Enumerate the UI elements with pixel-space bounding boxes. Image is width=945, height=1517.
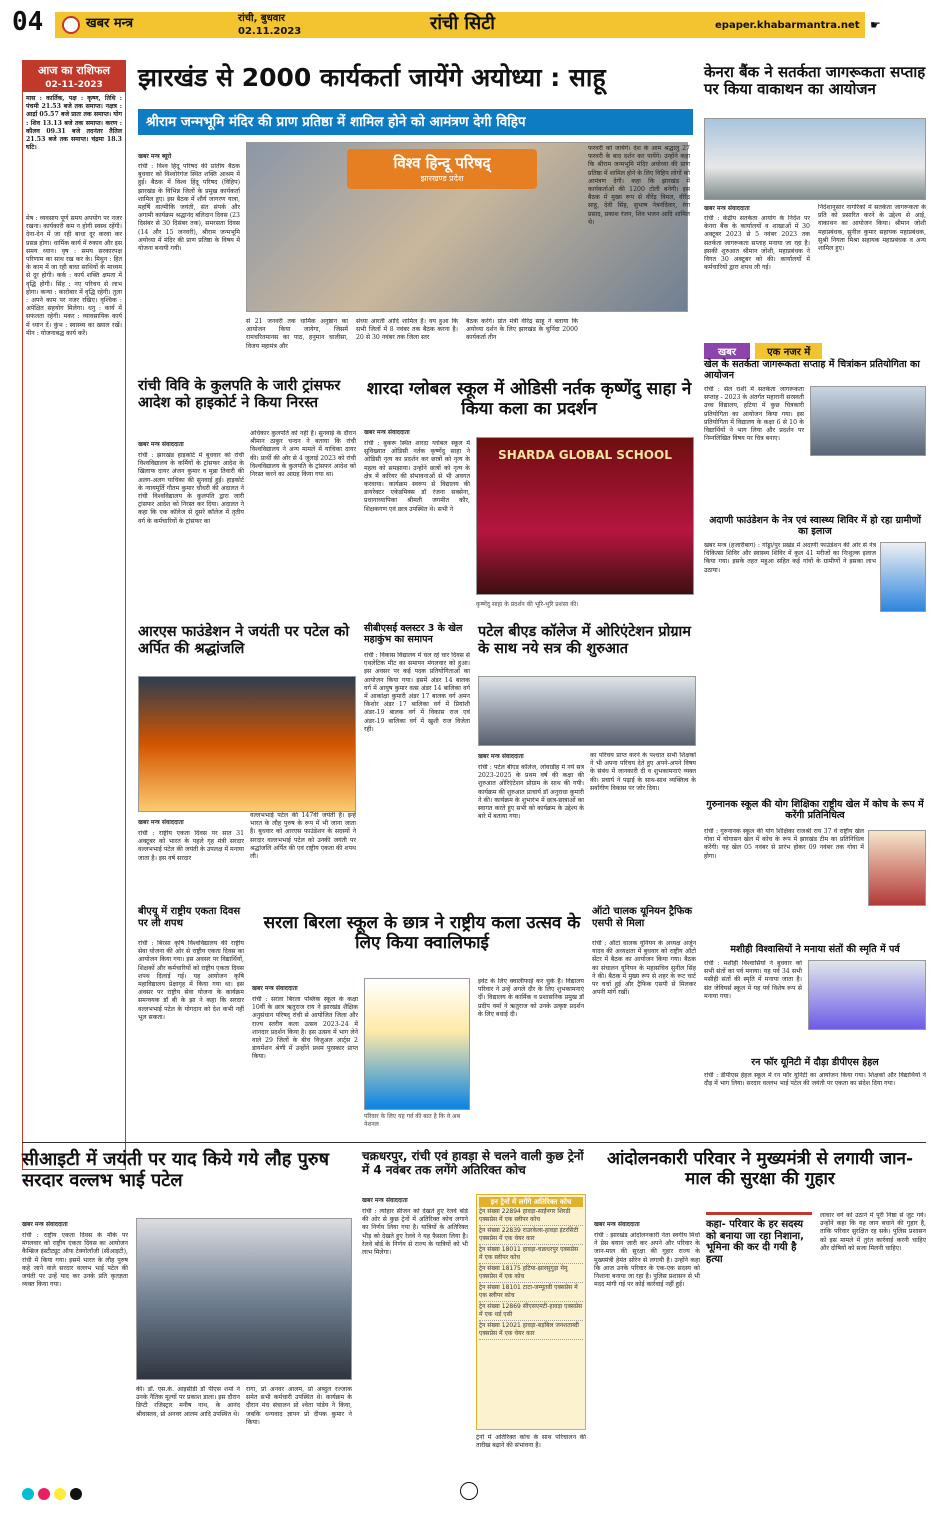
- vhp-banner: [347, 149, 537, 189]
- patel-bed-byline: खबर मन्त्र संवाददाता: [478, 753, 524, 760]
- rail-col1: रांची : त्योहार सीजन को देखते हुए रेलवे बोर्ड की ओर से कुछ ट्रेनों में अतिरिक्त कोच लगाने का निर्णय लिया गया है। यात्रियों के अतिरिक्त भीड़ को देखते हुए रेलवे ने यह फैसला लिया है। रेलवे बोर्ड के निर्णय से राज्य के यात्रियों को भी लाभ मिलेगा।: [362, 1208, 468, 1257]
- vc-col2: अधिकार कुलपति को नहीं है। सुनवाई के दौरान श्रीमान ठाकुर चन्दन ने बताया कि रांची विश्वविद्यालय ने अन्य मामले में याचिका दायर की। प्रार्थी की ओर से 4 जुलाई 2023 को रांची विश्वविद्यालय के कुलपति के ट्रांसफर आदेश को निरस्त करने का आग्रह किया गया था।: [250, 430, 356, 479]
- sharda-col1: रांची : बुकरू स्थित शारदा ग्लोबल स्कूल में सुविख्यात ओडिसी नर्तक कृष्णेंदु साहा ने ओडिसी नृत्य का प्रदर्शन कर छात्रों को नृत्य के महत्व को समझाया। उन्होंने छात्रों को नृत्य के क्षेत्र में करियर की संभावनाओं से भी अवगत करवाया। कार्यक्रम स्वरूप से विद्यालय की डायरेक्टर एकेडमिक्स डॉ रंजना सक्सेना, प्रधानाध्यापिका श्रीमती जगमीत कौर, शिक्षकगण एवं छात्र उपस्थित थे। सभी ने: [364, 440, 470, 513]
- lead-subhead: श्रीराम जन्मभूमि मंदिर की प्राण प्रतिष्ठा में शामिल होने को आमंत्रण देगी विहिप: [138, 109, 693, 135]
- lead-col3: संध्या आरती आदि शामिल हैं। वय हुआ कि सभी जिलों में 8 नवंबर तक बैठक करना है। 20 से 30 नवंबर तक जिला स्तर: [356, 318, 458, 342]
- sarla-photo: [364, 978, 470, 1110]
- nazar-label2: एक नजर में: [755, 343, 822, 359]
- nazar-label: खबर: [704, 343, 750, 359]
- cit-photo: [136, 1218, 352, 1380]
- vc-col1: रांची : झारखंड हाइकोर्ट में बुधवार को रांची विश्वविद्यालय के कर्मियों के ट्रांसफर आदेश के खिलाफ दायर अंजन कुमार व मुन्ना तिवारी की अलग-अलग याचिका की सुनवाई हुई। हाइकोर्ट के न्यायमूर्ति गौतम कुमार चौधरी की अदालत ने रांची विश्वविद्यालय के कुलपति द्वारा जारी ट्रांसफर आदेश को निरस्त कर दिया। अदालत ने कहा कि एक कॉलेज से दूसरे कॉलेज में तृतीय वर्ग के कर्मचारियों के ट्रांसफर का: [138, 452, 244, 525]
- vc-byline: खबर मन्त्र संवाददाता: [138, 441, 184, 448]
- train-list-item: ट्रेन संख्या 22894 हावड़ा-साईंनगर शिरडी एक्सप्रेस में एक स्लीपर कोच: [479, 1207, 583, 1226]
- section-title: रांची सिटी: [430, 13, 495, 34]
- lead-headline: झारखंड से 2000 कार्यकर्ता जायेंगे अयोध्या : साहू: [138, 63, 606, 92]
- brand-logo-icon: [62, 16, 80, 34]
- section-divider: [22, 1142, 926, 1143]
- nazar-item4-photo: [808, 960, 926, 1030]
- sharda-headline: शारदा ग्लोबल स्कूल में ओडिसी नर्तक कृष्णेंदु साहा ने किया कला का प्रदर्शन: [366, 379, 692, 419]
- cbse-col1: रांची : विकास विद्यालय में चल रहे चार दिवस से एथलेटिक मीट का समापन मंगलवार को हुआ। इस अवसर पर कई पदक प्रतियोगिताओं का आयोजन किया गया। इसमें अंडर 14 बालक वर्ग में आयुष कुमार वत्स अंडर 14 बालिका वर्ग में आकांक्षा कुमारी अंडर 17 बालक वर्ग अमन किशोर अंडर 17 बालिका वर्ग में प्रियांशी अंडर-19 बालक वर्ग में विकास राज एवं अंडर-19 बालिका वर्ग में खुशी राज विजेता रही।: [364, 652, 470, 733]
- header-city: रांची, बुधवार: [238, 13, 286, 24]
- nazar-item3-photo: [868, 830, 926, 906]
- vc-headline: रांची विवि के कुलपति के जारी ट्रांसफर आदेश को हाइकोर्ट ने किया निरस्त: [138, 378, 341, 411]
- sarla-byline: खबर मन्त्र संवाददाता: [252, 985, 298, 992]
- andolan-headline: आंदोलनकारी परिवार ने मुख्यमंत्री से लगायी जान-माल की सुरक्षा की गुहार: [606, 1149, 914, 1189]
- lead-col4: बैठक करेंगे। प्रांत मंत्री वीरेंद्र साहू ने बताया कि अयोध्या दर्शन के लिए झारखंड के चुनिंदा 2000 कार्यकर्ता तीन: [466, 318, 578, 342]
- cbse-headline: सीबीएसई क्लस्टर 3 के खेल महाकुंभ का समापन: [364, 623, 463, 645]
- horoscope-title: आज का राशिफल: [23, 61, 125, 80]
- patel-bed-col1: रांची : पटेल बीएड कॉलेज, लोवाडीह में नये सत्र 2023-2025 के प्रथम वर्ष की कक्षा की शुरुआत ओरिएंटेशन प्रोग्राम के साथ की गयी। कार्यक्रम की शुरुआत प्राचार्य डॉ अनुराधा कुमारी ने की। कार्यक्रम के शुभारंभ में छात्र-छात्राओं का स्वागत करते हुए सभी को कार्यक्रम के उद्देश्य के बारे में बताया गया।: [478, 764, 584, 821]
- epaper-url[interactable]: epaper.khabarmantra.net: [715, 20, 860, 31]
- bau-col1: रांची : बिरसा कृषि विश्वविद्यालय की राष्ट्रीय सेवा योजना की ओर से राष्ट्रीय एकता दिवस का आयोजन किया गया। इस अवसर पर विद्यार्थियों, शिक्षकों और कर्मचारियों को राष्ट्रीय एकता दिवस शपथ दिलाई गई। यह आयोजन कृषि महाविद्यालय प्रेक्षागृह में किया गया था। इस अवसर पर राष्ट्रीय सेवा योजना के कार्यक्रम समन्वयक डॉ बी के झा ने कहा कि सरदार वल्लभभाई पटेल के योगदान को देश कभी नहीं भूल सकता।: [138, 940, 244, 1021]
- train-list-item: ट्रेन संख्या 18101 टाटा-जम्मूतवी एक्सप्रेस में एक स्लीपर कोच: [479, 1283, 583, 1302]
- sharda-caption: कृष्णेंदु साहा के प्रदर्शन की भूरि-भूरि प्रशंसा की।: [476, 601, 579, 608]
- nazar-item1-photo: [810, 386, 926, 456]
- rail-box-title: इन ट्रेनों में लगेंगे अतिरिक्त कोच: [479, 1197, 583, 1207]
- vhp-banner-sub: झारखण्ड प्रदेश: [420, 174, 464, 183]
- lead-col2: से 21 जनवरी तक धार्मिक अनुष्ठान का आयोजन किया जायेगा, जिसमें रामचरितमानस का पाठ, हनुमान चालीसा, विजय महामंत्र और: [246, 318, 348, 350]
- cit-col3: रागा, प्रो अनवर आलम, प्रो अब्दुल रज्जाक समेत सभी कर्मचारी उपस्थित थे। कार्यक्रम के दौरान मंच संचालन प्रो श्वेता पांडेय ने किया, जबकि धन्यवाद ज्ञापन प्रो दीपक कुमार ने किया।: [246, 1386, 352, 1426]
- pointer-icon: ☛: [870, 18, 881, 32]
- canara-headline: केनरा बैंक ने सतर्कता जागरूकता सप्ताह पर किया वाकाथन का आयोजन: [704, 63, 926, 99]
- canara-col2: निर्देशानुसार नागरिकों में सतर्कता जागरूकता के प्रति को प्रसारित करने के उद्देश्य से आई, वाकाथन का आयोजन किया। श्रीमान जोशी महाप्रबंधक, सुनील कुमार सहायक महाप्रबंधक, सुश्री नियता मिश्रा सहायक महाप्रबंधक व अन्य शामिल हुए।: [818, 204, 926, 253]
- horoscope-intro: मास : कार्तिक, पक्ष : कृष्ण, तिथि : पंचमी 21.53 बजे तक समाप्त। नक्षत्र : आर्द्रा 05.57 बजे प्रातः तक समाप्त। योग : शिव 13.13 बजे तक समाप्त। करण : कौलव 09.31 बजे तदनंतर तैतिल 21.53 बजे तक समाप्त। चंद्रमा 18.3 घटि।: [26, 95, 122, 152]
- nazar-item5: रांची : डीपीएस हेहल स्कूल में रन फॉर यूनिटी का आयोजन किया गया। शिक्षकों और विद्यार्थियों ने दौड़ में भाग लिया। सरदार वल्लभ भाई पटेल की जयंती पर एकता का संदेश दिया गया।: [704, 1072, 926, 1088]
- auto-headline: ऑटो चालक यूनियन ट्रैफिक एसपी से मिला: [592, 906, 693, 929]
- sarla-caption: परिवार के लिए यह गर्व की बात है कि वे अब नेशनल: [364, 1113, 461, 1128]
- cit-col2: की। डॉ. एस.के. आइसीडी डॉ पीएस शर्मा ने उनके नैतिक मूल्यों पर प्रकाश डाला। इस दौरान डिप्टी रजिस्ट्रार मनीष नाथ, के आनंद श्रीवास्तव, प्रो अनवर आलम आदि उपस्थित थे।: [136, 1386, 240, 1418]
- nazar-label-bar: [704, 340, 926, 356]
- horoscope-date: 02-11-2023: [23, 80, 125, 92]
- nazar-item2-head: अदाणी फाउंडेशन के नेत्र एवं स्वास्थ्य शिविर में हो रहा ग्रामीणों का इलाज: [709, 515, 921, 537]
- lead-col5: फरवरी को जायेंगे। देश के आम श्रद्धालु 27 फरवरी के बाद दर्शन कर पायेंगे। उन्होंने कहा कि श्रीराम जन्मभूमि मंदिर अयोध्या की प्राण प्रतिष्ठा में शामिल होने के लिए विहिप लोगों को आमंत्रण देगी। कहा कि झारखंड में कार्यकर्ताओं की 1200 टोली बनेगी। इस बैठक में मुख्य रूप से वीरेंद्र विमल, वीरेंद्र साहू, देवी सिंह, सुभाष नेत्रनंदिवार, रंगा प्रसाद, प्रकाश रंजन, शिव भजन आदि शामिल थे।: [588, 145, 690, 226]
- nazar-item1: रांची : सेल राशी में सतर्कता जागरूकता सप्ताह - 2023 के अंतर्गत महारानी सरस्वती उच्च विद्यालय, हटिया में कुछ चित्रकारी प्रतियोगिता का आयोजन किया गया। इस प्रतियोगिता में वि‍द्यालय के कक्षा 6 से 10 के विद्यार्थियों ने भाग लिया और प्रदर्शन पर निम्नलिखित विषय पर चित्र बनाए।: [704, 386, 804, 443]
- train-list-item: ट्रेन संख्या 18175 हटिया-झारसुगुड़ा मेमू एक्सप्रेस में एक कोच: [479, 1264, 583, 1283]
- andolan-quote-text: कहा- परिवार के हर सदस्य को बनाया जा रहा निशाना, भूमिना की कर दी गयी है हत्या: [706, 1219, 804, 1265]
- nazar-item4-head: मशीही विश्वासियों ने मनाया संतों की स्मृति में पर्व: [730, 944, 900, 955]
- nazar-item1-head: खेल के सतर्कता जागरूकता सप्ताह में चित्रांकन प्रतियोगिता का आयोजन: [704, 359, 920, 381]
- sarla-col2: इवेंट के लिए क्वालीफाई कर चुके हैं। विद्यालय परिवार ने उन्हें अगले दौर के लिए शुभकामनाएं दीं। विद्यालय के कार्मिक व प्रशासनिक प्रमुख डॉ प्रदीप वर्मा ने ऋतुराज को उनके उत्कृष्ट प्रदर्शन के लिए बधाई दी।: [478, 978, 584, 1018]
- lead-col1: रांची : विश्व हिंदू परिषद की प्रांतीय बैठक बुधवार को विश्वोरंगंज स्थित शक्ति आश्रम में हुई। बैठक में विश्व हिंदू परिषद (विहिप) झारखंड के विभिन्न जिलों के प्रमुख कार्यकर्ता शामिल हुए। इस बैठक में शौर्य जागरण यात्रा, महर्षि वाल्मीकि जयंती, संत संपर्क और अगामी कार्यक्रम श्रद्धानंद बलिदान दिवस (23 दिसंबर से 30 दिसंबर तक), समरसता दिवस (14 और 15 जनवरी), श्रीराम जन्मभूमि अयोध्या में मंदिर की प्राण प्रतिष्ठा के विषय में योजना बनायी गयी।: [138, 163, 240, 253]
- nazar-item4: रांची : मशीही विश्वासियों ने बुधवार को सभी संतों का पर्व मनाया। यह पर्व 34 सभी मसीही संतों की स्मृति में मनाया जाता है। संत जेवियर्स स्कूल में यह पर्व विशेष रूप से मनाया गया।: [704, 960, 802, 1000]
- rail-byline: खबर मन्त्र संवाददाता: [362, 1197, 408, 1204]
- page-header: [0, 0, 945, 46]
- auto-col1: रांची : ऑटो चालक यूनियन के अध्यक्ष अर्जुन यादव की अध्यक्षता में बुधवार को राष्ट्रीय ऑटो सेंटर में बैठक का आयोजन किया गया। बैठक का संचालन यूनियन के महासचिव सुनील सिंह ने की। बैठक में मुख्य रूप से शहर के रूट चार्ट पर चर्चा हुई और ट्रैफिक एसपी से मिलकर अपनी मांगें रखीं।: [592, 940, 696, 997]
- sarla-col1: रांची : सरला बिरला पब्लिक स्कूल के कक्षा 10वीं के छात्र ऋतुराज राय ने झारखंड शैक्षिक अनुसंधान परिषद् रांची से आयोजित जिला और राज्य स्तरीय कला उत्सव 2023-24 में शानदार प्रदर्शन किया है। इस उत्सव में भाग लेने वाले 29 जिलों के बीच विजुअल आर्ट्स 2 डायमेंशन श्रेणी में उन्होंने प्रथम पुरस्कार प्राप्त किया।: [252, 996, 358, 1061]
- patel-bed-col2: का परिचय प्राप्त करने के पश्चात सभी शिक्षकों ने भी अपना परिचय देते हुए अपने-अपने विषय के संबंध में जानकारी दी व शुभकामनाएं व्यक्त की। प्रचार्य ने पढ़ाई के साथ-साथ व्यक्तित्व के सर्वांगीण विकास पर जोर दिया।: [590, 752, 696, 792]
- andolan-col1: रांची : झारखंड आंदोलनकारी नेता स्वर्गीय मिर्धा ने प्रेस बयान जारी कर अपने और परिवार के जान-माल की सुरक्षा की गुहार राज्य के मुख्यमंत्री हेमंत सोरेन से लगायी है। उन्होंने कहा कि आज उनके परिवार के एक-एक सदस्य को निशाना बनाया जा रहा है। पुलिस प्रशासन से भी मदद मांगी गई पर कोई कार्रवाई नहीं हुई।: [594, 1232, 700, 1289]
- rss-headline: आरएस फाउंडेशन ने जयंती पर पटेल को अर्पित की श्रद्धांजलि: [138, 624, 350, 657]
- cit-byline: खबर मन्त्र संवाददाता: [22, 1221, 68, 1228]
- nazar-item2: खबर मन्त्र (हजारीबाग) : गोड्डा/पुर प्रखंड में अदाणी फाउंडेशन की ओर से नेत्र चिकित्सा शिविर और स्वास्थ्य शिविर में कुल 41 मरीजों का निःशुल्क इलाज किया गया। इसके तहत महुआ सहित कई गांवों के ग्रामीणों ने इसका लाभ उठाया।: [704, 542, 876, 574]
- train-list-item: ट्रेन संख्या 22839 राउरकेला-हावड़ा इंटरसिटी एक्सप्रेस में एक चेयर कार: [479, 1226, 583, 1245]
- canara-col1: रांची : केंद्रीय सतर्कता आयोग के निर्देश पर केनरा बैंक के कार्यालयों व शाखाओं में 30 अक्टूबर 2023 से 5 नवंबर 2023 तक सतर्कता जागरूकता सप्ताह मनाया जा रहा है। इसकी शुरुआत श्रीमान जोशी, महाप्रबंधक ने विगत 30 अक्टूबर को की। कार्यालयों में कर्मचारियों द्वारा शपथ ली गई।: [704, 215, 810, 272]
- rail-box: [476, 1194, 586, 1430]
- header-date: 02.11.2023: [238, 26, 302, 37]
- nazar-item3-head: गुरुनानक स्कूल की योग शिक्षिका राष्ट्रीय खेल में कोच के रूप में करेंगी प्रतिनिधित्व: [706, 799, 924, 821]
- sharda-photo: [476, 437, 694, 595]
- rss-col2: वल्लभभाई पटेल की 147वीं जयंती है। इन्हें भारत के लौह पुरुष के रूप में भी जाना जाता है। बुधवार को आरएस फाउंडेशन के सदस्यों ने सरदार वल्लभभाई पटेल को उनकी जयंती पर श्रद्धांजलि अर्पित की एवं राष्ट्रीय एकता की शपथ ली।: [250, 812, 356, 861]
- nazar-item3: रांची : गुरुनानक स्कूल की योग शिक्षिका राजश्री राय 37 वें राष्ट्रीय खेल गोवा में योगासन खेल में कोच के रूप में झारखंड टीम का प्रतिनिधित्व करेंगी। यह खेल 05 नवंबर से प्रारंभ होकर 09 नवंबर तक गोवा में होगा।: [704, 828, 864, 860]
- nazar-item2-photo: [880, 542, 926, 612]
- rail-headline: चक्रधरपुर, रांची एवं हावड़ा से चलने वाली कुछ ट्रेनों में 4 नवंबर तक लगेंगे अतिरिक्त कोच: [362, 1149, 584, 1177]
- rss-photo: [138, 676, 356, 812]
- canara-byline: खबर मन्त्र संवाददाता: [704, 205, 750, 212]
- vhp-banner-text: विश्व हिन्दू परिषद्: [393, 154, 491, 172]
- rss-col1: रांची : राष्ट्रीय एकता दिवस पर सात 31 अक्टूबर को भारत के पहले गृह मंत्री सरदार वल्लभभाई पटेल की जयंती के उपलक्ष में मनाया जाता है। इस वर्ष सरदार: [138, 830, 244, 862]
- canara-photo: [704, 118, 926, 200]
- brand-name: खबर मन्त्र: [86, 16, 134, 31]
- sharda-byline: खबर मन्त्र संवाददाता: [364, 429, 410, 436]
- sarla-headline: सरला बिरला स्कूल के छात्र ने राष्ट्रीय कला उत्सव के लिए किया क्वालिफाई: [263, 913, 581, 953]
- train-list-item: ट्रेन संख्या 18011 हावड़ा-चक्रधरपुर एक्सप्रेस में एक स्लीपर कोच: [479, 1245, 583, 1264]
- andolan-col2: लाचार वर्ग को उठाने में पूरी निष्ठा से जुट गये। उन्होंने कहा कि यह जान बचाने की गुहार है, ताकि परिवार सुरक्षित रह सके। पुलिस प्रशासन को इस मामले में तुरंत कार्रवाई करनी चाहिए और दोषियों को सजा मिलनी चाहिए।: [820, 1212, 926, 1252]
- page-number: 04: [12, 7, 44, 37]
- patel-bed-photo: [478, 676, 696, 746]
- train-list-item: ट्रेन संख्या 12869 सीएसएमटी-हावड़ा एक्सप्रेस में एक थर्ड एसी: [479, 1302, 583, 1321]
- andolan-quote: [706, 1212, 812, 1302]
- andolan-byline: खबर मन्त्र संवाददाता: [594, 1221, 640, 1228]
- sharda-banner-text: SHARDA GLOBAL SCHOOL: [498, 448, 672, 462]
- registration-cross-icon: [460, 1482, 478, 1500]
- horoscope-box: [22, 60, 126, 1170]
- train-list: [479, 1207, 583, 1340]
- train-list-item: ट्रेन संख्या 12021 हावड़ा-बड़बिल जनशताब्दी एक्सप्रेस में एक चेयर कार: [479, 1321, 583, 1340]
- cit-col1: रांची : राष्ट्रीय एकता दिवस के मौके पर मंगलवार को राष्ट्रीय एकता दिवस का आयोजन कैम्ब्रिज इंस्टीट्यूट ऑफ टेक्नोलॉजी (सीआइटी), रांची में किया गया। इसमें भारत के लौह पुरुष कहे जाने वाले सरदार वल्लभ भाई पटेल की जयंती पर उन्हें याद कर उनके प्रति कृतज्ञता व्यक्त किया गया।: [22, 1232, 128, 1289]
- patel-bed-headline: पटेल बीएड कॉलेज में ओरिएंटेशन प्रोग्राम के साथ नये सत्र की शुरुआत: [478, 624, 691, 657]
- horoscope-body: मेष : व्यवसाय पूर्ण समय अपयोग पर नजर रखना। कार्यकारी कम न होगी स्वस्थ रहेंगी। देना-देन में जा रही बाधा दूर करवा कर प्रसन्न होगा। धार्मिक कार्य में रुकाव और इस समय ध्यान। वृष : समय सरकारपक्ष परिणाम का साथ रख कर के। मिथुन : हित के काम में जा रही बाधा साथियों के माध्यम से दूर होगी। कर्क : कार्य शक्ति क्षमता में वृद्धि होगी। सिंह : नए परिचय से लाभ होगा। कन्या : कारोबार में वृद्धि रहेगी। तुला : अपने काम पर नजर रखिए। वृश्चिक : अपेक्षित सहयोग मिलेगा। धनु : कार्य में सफलता रहेगी। मकर : व्यावसायिक कार्य में ध्यान दें। कुंभ : स्वास्थ्य का ख्याल रखें। मीन : योजनाबद्ध कार्य करें।: [26, 215, 122, 337]
- nazar-item5-head: रन फॉर यूनिटी में दौड़ा डीपीएस हेहल: [751, 1057, 879, 1068]
- lead-byline: खबर मन्त्र ब्यूरो: [138, 153, 172, 160]
- bau-headline: बीएयू में राष्ट्रीय एकता दिवस पर ली शपथ: [138, 906, 241, 929]
- rail-col2: ट्रेनों में अतिरिक्त कोच के साथ परिचालन की तारीख बढ़ाने की संभावना है।: [476, 1434, 586, 1450]
- cit-headline: सीआइटी में जयंती पर याद किये गये लौह पुरुष सरदार वल्लभ भाई पटेल: [22, 1149, 329, 1191]
- rss-byline: खबर मन्त्र संवाददाता: [138, 819, 184, 826]
